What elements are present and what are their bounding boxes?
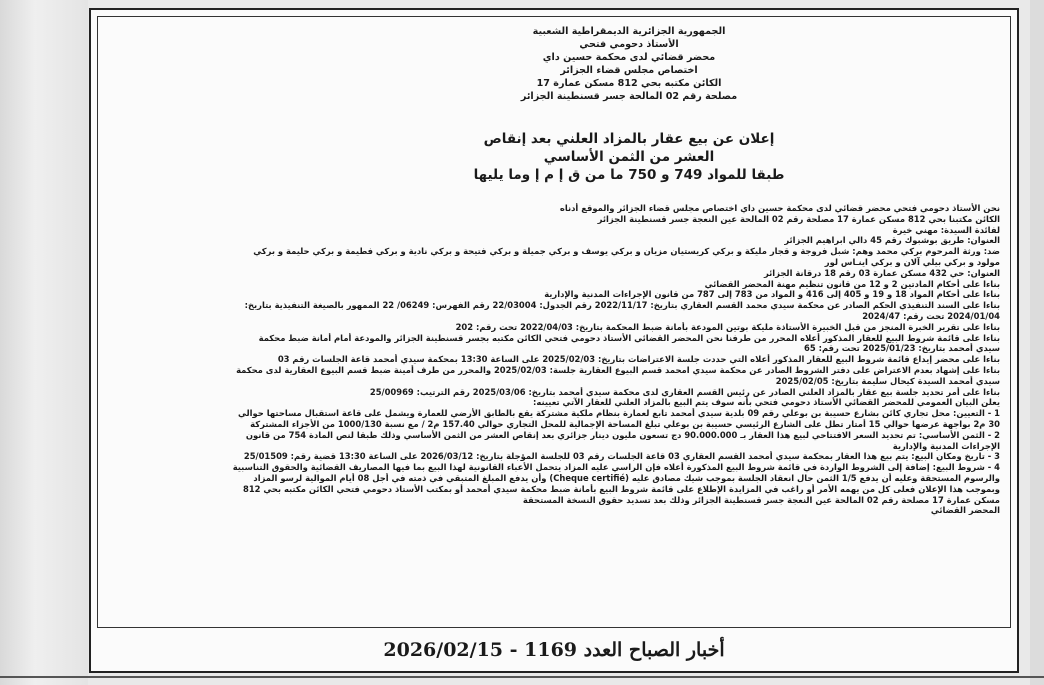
body-paragraph: 2024/01/04 تحت رقم: 2024/47 bbox=[862, 310, 1000, 321]
notice-box bbox=[97, 16, 1011, 628]
body-paragraph: بناءا على أحكام المواد 18 و 19 و 405 إلى 416 و المواد من 783 إلى 787 من قانون الإجراءات المدنية والإدارية bbox=[544, 289, 1000, 300]
body-paragraph: ضد: ورثة المرحوم بركي محمد وهم: شبل فروجة و قجار مليكة و بركي كريستيان مزيان و بركي يوسف و بركي جميلة و بركي فتيحة و بركي نادية و بركي فطيمة و بركي حليمة و بركي bbox=[253, 246, 1000, 257]
body-paragraph: بناءا على قائمة شروط البيع للعقار المذكور أعلاه المحرر من طرفنا نحن المحضر القضائي الأستاذ دحومي فتحي الكائن مكتبه بجسر قسنطينة الجزائر والمودعة أمام أمانة ضبط محكمة bbox=[258, 332, 1000, 343]
body-paragraph: بناءا على محضر إيداع قائمة شروط البيع للعقار المذكور أعلاه التي حددت جلسة الاعتراضات بتاريخ: 2025/02/03 على الساعة 13:30 بمحكمة سيدي أمحمد قاعة الجلسات رقم 03 bbox=[277, 354, 1000, 365]
body-paragraph: 30 م2 بواجهة عرضها حوالي 15 أمتار تطل على الشارع الرئيسي حسيبة بن بوعلي تبلغ المساحة الإجمالية للمحل التجاري حوالي 157.40 م2 / مع نسبة 1000/130 من الأجزاء المشتركة bbox=[250, 418, 1000, 429]
body-paragraph: يعلن البيان العمومي للمحضر القضائي الأستاذ دحومي فتحي بأنه سوف يتم البيع بالمزاد العلني للعقار الآتي تعيينه: bbox=[533, 397, 1000, 408]
body-paragraph: بناءا على أمر تحديد جلسة بيع عقار بالمزاد العلني الصادر عن رئيس القسم العقاري لدى محكمة سيدي أمحمد بتاريخ: 2025/03/06 رقم الترتيب: 25/00969 bbox=[369, 386, 1000, 397]
body-paragraph: والرسوم المستحقة وعليه أن يدفع 1/5 الثمن حال انعقاد الجلسة بموجب شيك مصادق عليه (Cheque certifié) وأن يدفع المبلغ المتبقي في ذمته في أجل 08 أيام الموالية لرسو المزاد bbox=[253, 472, 1000, 483]
header-line-address-2: مصلحة رقم 02 المالحة جسر قسنطينة الجزائر bbox=[520, 91, 738, 102]
legal-notice-frame bbox=[89, 8, 1019, 673]
bottom-separator bbox=[0, 676, 1044, 678]
body-paragraph: لفائدة السيدة: مهني خيرة bbox=[892, 224, 1000, 235]
scan-margin-left bbox=[0, 0, 88, 685]
body-paragraph: العنوان: طريق بوشبوك رقم 45 دالي ابراهيم الجزائر bbox=[784, 235, 1000, 246]
header-line-court: محضر قضائي لدى محكمة حسين داي bbox=[542, 52, 716, 63]
title-line-1: إعلان عن بيع عقار بالمزاد العلني بعد إنقاص bbox=[483, 131, 775, 147]
newspaper-issue-footer: أخبار الصباح العدد 1169 - 2026/02/15 bbox=[383, 639, 725, 661]
body-paragraph: 1 - التعيين: محل تجاري كائن بشارع حسيبة بن بوعلي رقم 09 بلدية سيدي أمحمد تابع لعمارة بنظام ملكية مشتركة يقع بالطابق الأرضي للعمارة ويشمل على قاعة استقبال مساحتها حوالي bbox=[238, 408, 1000, 419]
title-line-2: العشر من الثمن الأساسي bbox=[543, 149, 715, 165]
body-paragraph: الكائن مكتبنا بحي 812 مسكن عمارة 17 مصلحة رقم 02 المالحة عين النعجة جسر قسنطينة الجزائر bbox=[597, 213, 1000, 224]
body-paragraph: بناءا على تقرير الخبرة المنجز من قبل الخبيرة الأستاذة مليكة بوتين المودعة بأمانة ضبط المحكمة بتاريخ: 2022/04/03 تحت رقم: 202 bbox=[455, 321, 1000, 332]
body-paragraph: المحضر القضائي bbox=[930, 505, 1000, 516]
body-paragraph: وبموجب هذا الإعلان فعلى كل من يهمه الأمر أو راغب في المزايدة الإطلاع على قائمة شروط البيع بأمانة ضبط محكمة سيدي أمحمد أو بمكتب الأستاذ دحومي فتحي الكائن مكتبه بحي 812 bbox=[243, 483, 1000, 494]
body-paragraph: بناءا على أحكام المادتين 2 و 12 من قانون تنظيم مهنة المحضر القضائي bbox=[704, 278, 1000, 289]
header-line-republic: الجمهورية الجزائرية الديمقراطية الشعبية bbox=[532, 26, 726, 37]
body-paragraph: سيدي أمحمد السيدة كيحال سليمة بتاريخ: 2025/02/05 bbox=[775, 375, 1000, 386]
body-paragraph: بناءا على إشهاد بعدم الاعتراض على دفتر الشروط الصادر عن محكمة سيدي امحمد قسم البيوع العقارية جلسة: 2025/02/03 والمحرر من طرف أمينة ضبط قسم البيوع العقارية لدى محكمة bbox=[236, 364, 1000, 375]
notice-title bbox=[98, 130, 1010, 184]
issuer-header bbox=[98, 25, 1010, 103]
body-paragraph: 4 - شروط البيع: إضافة إلى الشروط الواردة في قائمة شروط البيع المذكورة أعلاه فإن الراسي عليه المزاد يتحمل الأعباء القانونية لهذا البيع بما فيها المصاريف القضائية والحقوق التناسبية bbox=[232, 462, 1000, 473]
body-paragraph: مولود و بركي بيلي آلان و بركي اينـاس لور bbox=[824, 256, 1000, 267]
body-paragraph: سيدي أمحمد بتاريخ: 2025/01/23 تحت رقم: 65 bbox=[804, 343, 1000, 354]
body-paragraph: بناءا على السند التنفيذي الحكم الصادر عن محكمة سيدي محمد القسم العقاري بتاريخ: 2022/11/17 رقم الجدول: 22/03004 رقم الفهرس: 06249/ 22 الممهور بالصيغة التنفيذية بتاريخ: bbox=[244, 300, 1000, 311]
body-paragraph: الإجراءات المدنية والإدارية bbox=[892, 440, 1000, 451]
body-paragraph: 3 - تاريخ ومكان البيع: يتم بيع هذا العقار بمحكمة سيدي أمحمد القسم العقاري 03 قاعة الجلسات رقم 03 للجلسة المؤجلة بتاريخ: 2026/03/12 على الساعة 13:30 قضية رقم: 25/01509 bbox=[243, 451, 1000, 462]
body-paragraph: 2 - الثمن الأساسي: تم تحديد السعر الافتتاحي لبيع هذا العقار بـ 90.000.000 دج تسعون مليون دينار جزائري بعد إنقاص العشر من الثمن الأساسي وذلك طبقا لنص المادة 754 من قانون bbox=[245, 429, 1000, 440]
body-paragraph: العنوان: حي 432 مسكن عمارة 03 رقم 18 درقانة الجزائر bbox=[763, 267, 1000, 278]
header-line-jurisdiction: اختصاص مجلس قضاء الجزائر bbox=[560, 65, 698, 76]
notice-body bbox=[106, 203, 1000, 516]
title-line-3: طبقا للمواد 749 و 750 ما من ق إ م إ وما يليها bbox=[473, 167, 785, 183]
body-paragraph: مسكن عمارة 17 مصلحة رقم 02 المالحة عين النعجة جسر قسنطينة الجزائر وذلك بعد تسديد حقوق النسخة المستحقة bbox=[522, 494, 1000, 505]
body-paragraph: نحن الأستاذ دحومي فتحي محضر قضائي لدى محكمة حسين داي اختصاص مجلس قضاء الجزائر والموقع أدناه bbox=[559, 203, 1000, 213]
header-line-address: الكائن مكتبه بحي 812 مسكن عمارة 17 bbox=[536, 78, 722, 89]
header-line-bailiff-name: الأستاذ دحومي فتحي bbox=[579, 39, 679, 50]
scan-margin-right bbox=[1030, 0, 1044, 685]
